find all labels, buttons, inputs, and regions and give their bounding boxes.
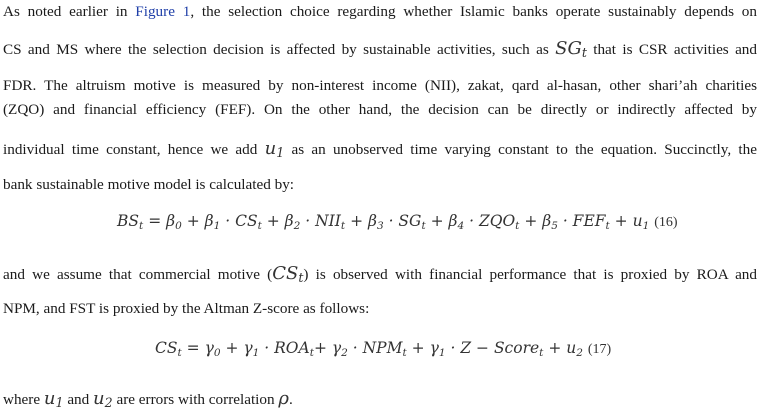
para1-line6: bank sustainable motive model is calculated by:: [3, 176, 295, 193]
equation-16-number: (16): [654, 215, 678, 230]
para1-line5: individual time constant, hence we add $u_1$ as an unobserved time varying constant to the equation. Succinctly, the: [3, 138, 757, 161]
figure-1-link[interactable]: Figure 1: [135, 3, 191, 20]
math-cs-t: $CS_t$: [272, 263, 304, 286]
math-rho: ρ: [278, 388, 289, 409]
para1-line4: (ZQO) and financial efficiency (FEF). On the other hand, the decision can be directly or indirectly affected by: [3, 101, 757, 118]
para1-line2: CS and MS where the selection decision is affected by sustainable activities, such as $SG_t$ that is CSR activities and: [3, 38, 757, 61]
math-sg-t: $SG_t$: [555, 38, 587, 61]
equation-17-number: (17): [587, 342, 612, 357]
math-u1: $u_1$: [264, 138, 285, 161]
eq17-lhs: $CS_t$: [155, 339, 182, 360]
eq16-lhs: $BS_t$: [117, 212, 144, 233]
para1-line3: FDR. The altruism motive is measured by non-interest income (NII), zakat, qard al-hasan, other shari’ah charities: [3, 77, 757, 94]
equation-16: $BS_t = \beta_0 + \beta_1 \cdot CS_t + \beta_2 \cdot NII_t + \beta_3 \cdot SG_t + \beta_4 \cdot ZQO_t + \beta_5 \cdot FEF_t + u_1$ (16): [117, 212, 678, 233]
math-u2: $u_2$: [93, 388, 113, 411]
para1-line1: As noted earlier in Figure 1, the selection choice regarding whether Islamic banks operate sustainably depends on: [3, 3, 757, 20]
math-u1: $u_1$: [43, 388, 64, 411]
para2-line1: and we assume that commercial motive $(CS_t)$ is observed with financial performance that is proxied by ROA and: [3, 263, 757, 286]
equation-17: $CS_t = \gamma_0 + \gamma_1 \cdot ROA_t+ \gamma_2 \cdot NPM_t + \gamma_1 \cdot Z$ − Score$_t$ + $u_2$ (17): [155, 339, 612, 360]
para3-line1: where $u_1$ and $u_2$ are errors with correlation ρ.: [3, 388, 293, 411]
para2-line2: NPM, and FST is proxied by the Altman Z-score as follows:: [3, 300, 370, 317]
